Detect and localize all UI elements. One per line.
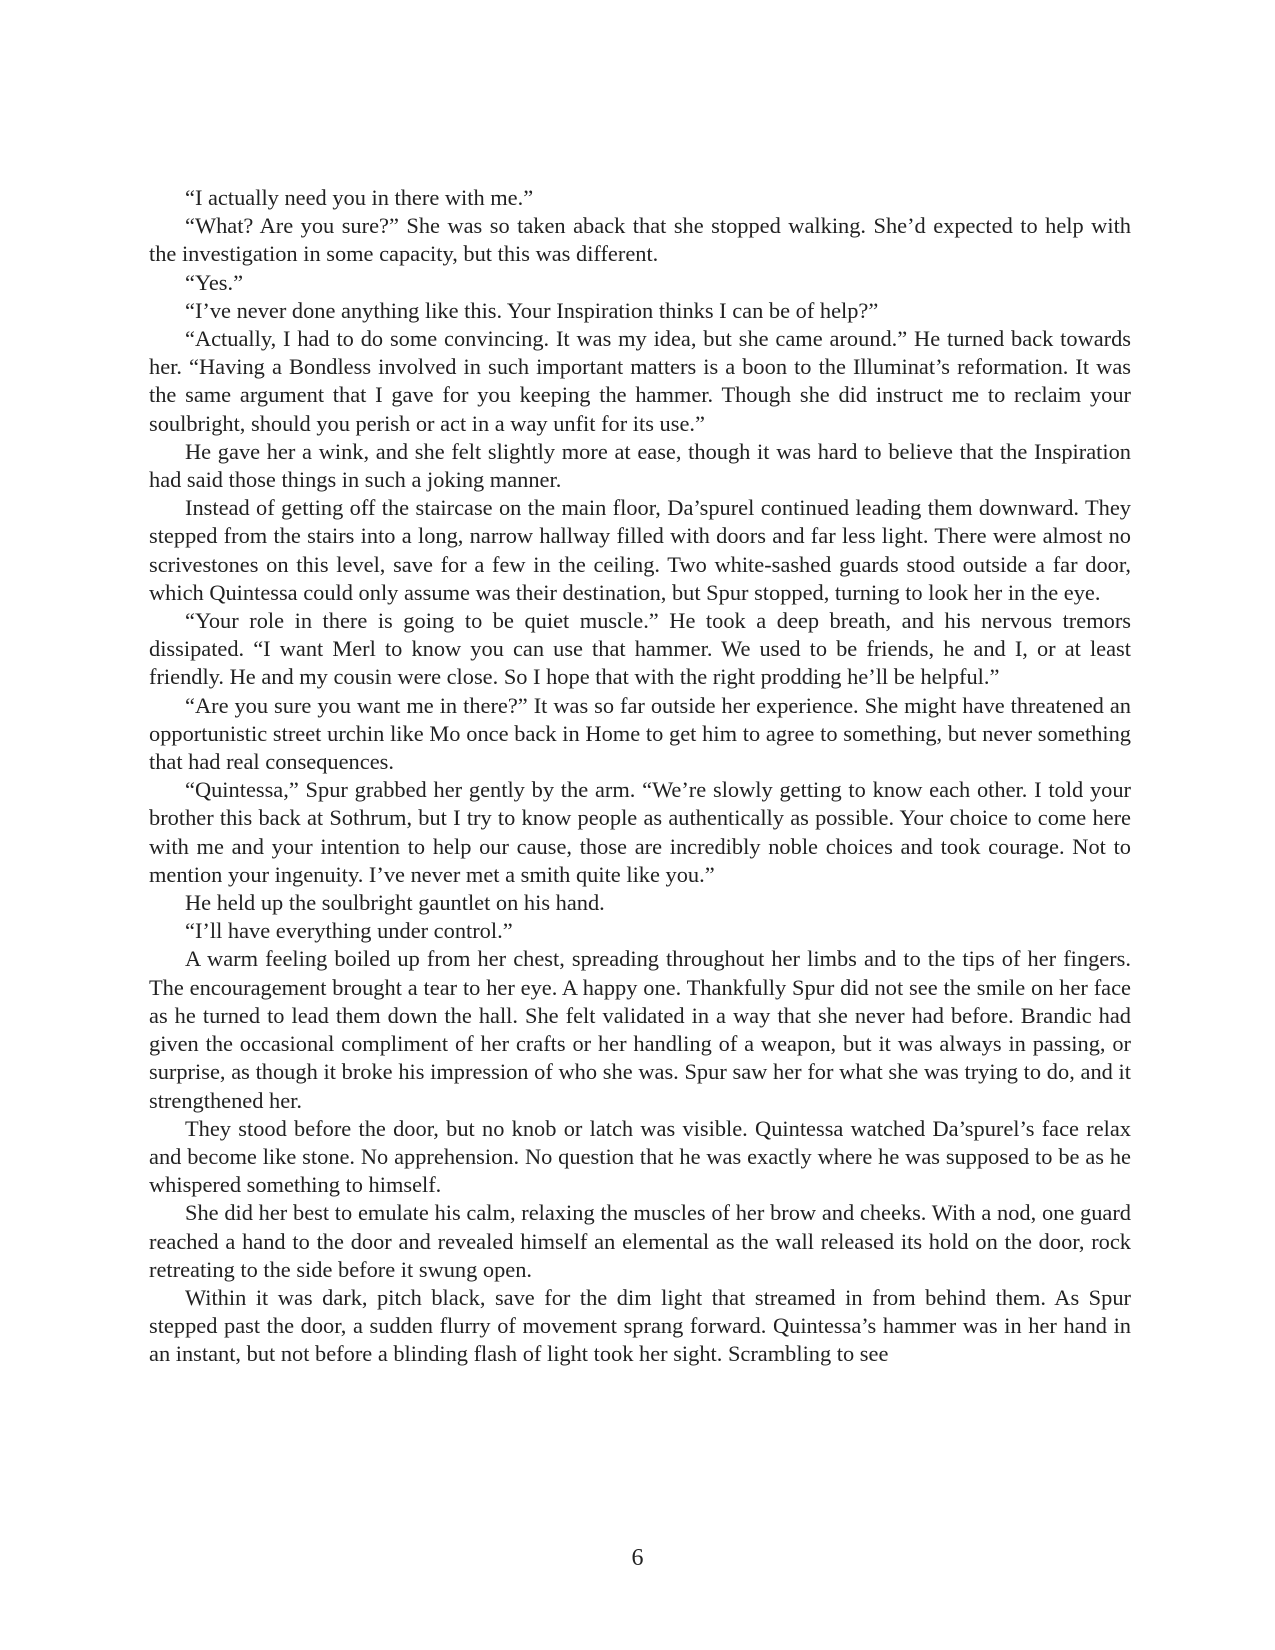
- paragraph: “Actually, I had to do some convincing. It was my idea, but she came around.” He turned back towards her. “Having a Bondless involved in such important matters is a boon to the Illuminat’s reformation. It was the same argument that I gave for you keeping the hammer. Though she did instruct me to reclaim your soulbright, should you perish or act in a way unfit for its use.”: [149, 326, 1131, 436]
- paragraph: “Your role in there is going to be quiet muscle.” He took a deep breath, and his nervous tremors dissipated. “I want Merl to know you can use that hammer. We used to be friends, he and I, or at least friendly. He and my cousin were close. So I hope that with the right prodding he’ll be helpful.”: [149, 608, 1131, 690]
- page-number: 6: [631, 1545, 644, 1571]
- paragraph: They stood before the door, but no knob or latch was visible. Quintessa watched Da’spurel’s face relax and become like stone. No apprehension. No question that he was exactly where he was supposed to be as he whispered something to himself.: [149, 1115, 1131, 1198]
- paragraph: “I actually need you in there with me.”: [185, 185, 534, 210]
- paragraph: He held up the soulbright gauntlet on his hand.: [185, 890, 605, 916]
- paragraph: Instead of getting off the staircase on the main floor, Da’spurel continued leading them downward. They stepped from the stairs into a long, narrow hallway filled with doors and far less light. There were almost no scrivestones on this level, save for a few in the ceiling. Two white-sashed guards stood outside a far door, which Quintessa could only assume was their destination, but Spur stopped, turning to look her in the eye.: [149, 495, 1131, 605]
- paragraph: Within it was dark, pitch black, save for the dim light that streamed in from behind them. As Spur stepped past the door, a sudden flurry of movement sprang forward. Quintessa’s hammer was in her hand in an instant, but not before a blinding flash of light took her sight. Scrambling to see: [149, 1284, 1131, 1367]
- paragraph: “Are you sure you want me in there?” It was so far outside her experience. She might have threatened an opportunistic street urchin like Mo once back in Home to get him to agree to something, but never something that had real consequences.: [149, 692, 1131, 775]
- paragraph: She did her best to emulate his calm, relaxing the muscles of her brow and cheeks. With a nod, one guard reached a hand to the door and revealed himself an elemental as the wall released its hold on the door, rock retreating to the side before it swung open.: [149, 1200, 1131, 1282]
- paragraph: “I’ll have everything under control.”: [185, 918, 513, 944]
- paragraph: “Quintessa,” Spur grabbed her gently by the arm. “We’re slowly getting to know each other. I told your brother this back at Sothrum, but I try to know people as authentically as possible. Your choice to come here with me and your intention to help our cause, those are incredibly noble choices and took courage. Not to mention your ingenuity. I’ve never met a smith quite like you.”: [149, 777, 1131, 887]
- paragraph: “Yes.”: [185, 269, 244, 295]
- paragraph: “I’ve never done anything like this. Your Inspiration thinks I can be of help?”: [185, 297, 879, 323]
- paragraph: “What? Are you sure?” She was so taken aback that she stopped walking. She’d expected to help with the investigation in some capacity, but this was different.: [149, 213, 1131, 267]
- paragraph: A warm feeling boiled up from her chest, spreading throughout her limbs and to the tips of her fingers. The encouragement brought a tear to her eye. A happy one. Thankfully Spur did not see the smile on her face as he turned to lead them down the hall. She felt validated in a way that she never had before. Brandic had given the occasional compliment of her crafts or her handling of a weapon, but it was always in passing, or surprise, as though it broke his impression of who she was. Spur saw her for what she was trying to do, and it strengthened her.: [149, 946, 1131, 1113]
- paragraph: He gave her a wink, and she felt slightly more at ease, though it was hard to believe that the Inspiration had said those things in such a joking manner.: [149, 438, 1131, 493]
- body-text: [149, 184, 1131, 1369]
